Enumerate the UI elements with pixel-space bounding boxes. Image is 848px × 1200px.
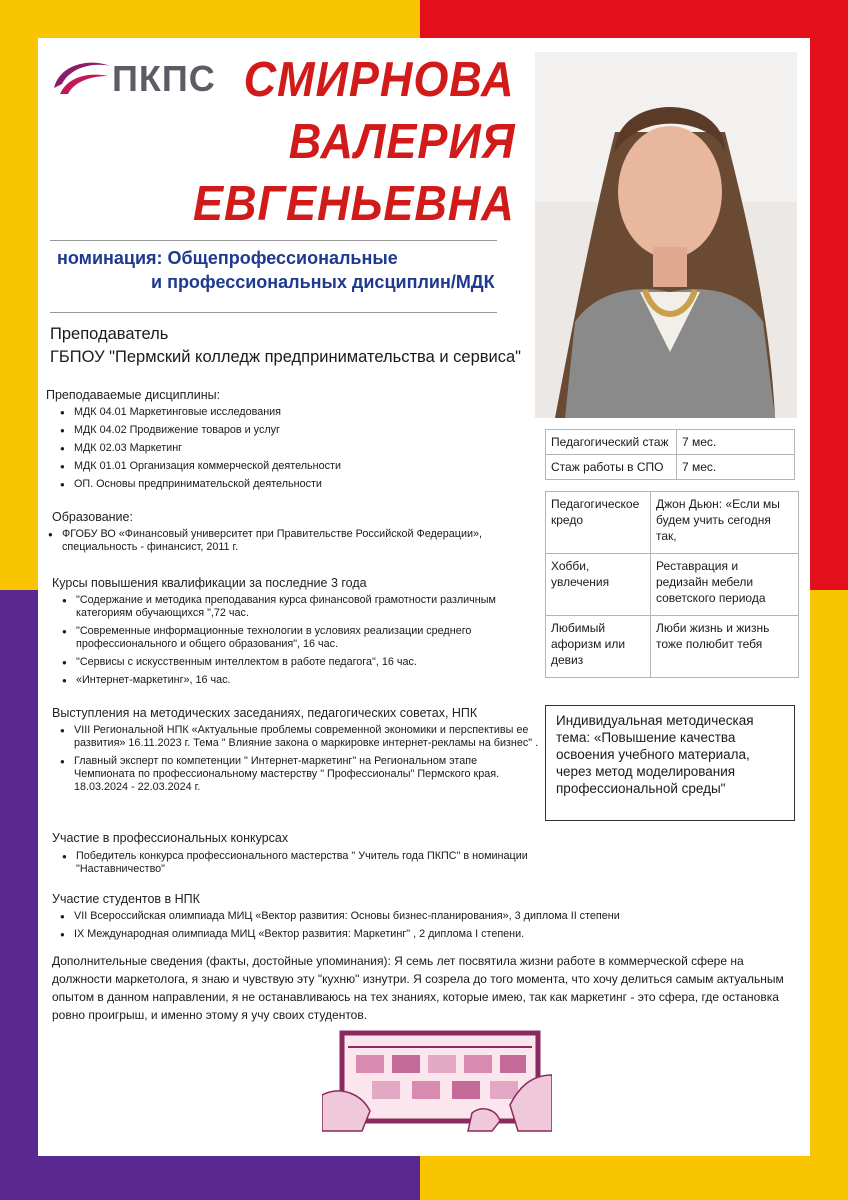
name-line-1: СМИРНОВА [244, 53, 515, 107]
talks-list [60, 724, 540, 799]
additional-info: Дополнительные сведения (факты, достойные упоминания): Я семь лет посвятила жизни работе в коммерческой сфере на должности маркетолога, я знаю и чувствую эту "кухню" изнутри. Я созрела до того момента, что хочу делиться самым актуальным опытом в данном направлении, я не останавливаюсь на тех знаниях, которые имею, так как маркетинг - это сфера, где остановка ровно проигрыш, и именно этому я учу своих студентов. [52, 954, 784, 1022]
disciplines-heading: Преподаваемые дисциплины: [46, 388, 221, 402]
list-item: ● МДК 02.03 Маркетинг [60, 442, 500, 455]
divider-top [50, 240, 497, 241]
nomination-line-1: номинация: Общепрофессиональные [57, 248, 398, 268]
table-row [546, 616, 799, 678]
courses-heading: Курсы повышения квалификации за последние 3 года [52, 576, 367, 590]
contests-heading: Участие в профессиональных конкурсах [52, 831, 289, 845]
list-item: ● МДК 01.01 Организация коммерческой деятельности [60, 460, 500, 473]
experience-table [545, 429, 795, 480]
list-item: ● МДК 04.02 Продвижение товаров и услуг [60, 424, 500, 437]
students-list [60, 910, 620, 946]
list-item: ● "Современные информационные технологии в условиях реализации среднего профессионального и общего образования", 16 час. [62, 625, 502, 651]
list-item: ● VIII Региональной НПК «Актуальные проблемы современной экономики и перспективы ее развития» 16.11.2023 г. Тема " Влияние закона о маркировке интернет-рекламы на бизнес" . [60, 724, 540, 750]
table-cell: Любимый афоризм или девиз [546, 616, 651, 678]
position-role: Преподаватель [50, 325, 169, 343]
list-item: ● "Сервисы с искусственным интеллектом в работе педагога", 16 час. [62, 656, 502, 669]
table-cell: Педагогическое кредо [546, 492, 651, 554]
table-cell: 7 мес. [677, 430, 795, 455]
table-cell: 7 мес. [677, 455, 795, 480]
table-row [546, 492, 799, 554]
students-heading: Участие студентов в НПК [52, 892, 200, 906]
nomination-line-2: и профессиональных дисциплин/МДК [151, 272, 495, 292]
table-cell: Педагогический стаж [546, 430, 677, 455]
list-item: ● VII Всероссийская олимпиада МИЦ «Вектор развития: Основы бизнес-планирования», 3 диплома II степени [60, 910, 620, 923]
table-row [546, 455, 795, 480]
table-cell: Реставрация и редизайн мебели советского периода [651, 554, 799, 616]
disciplines-list [60, 406, 500, 496]
name-line-3: ЕВГЕНЬЕВНА [193, 177, 515, 231]
list-item: ● ФГОБУ ВО «Финансовый университет при Правительстве Российской Федерации», специальность - финансист, 2011 г. [48, 528, 503, 554]
methodical-topic-box: Индивидуальная методическая тема: «Повышение качества освоения учебного материала, через метод моделирования профессиональной среды" [545, 705, 795, 821]
portrait-illustration-icon [535, 52, 797, 418]
table-cell: Люби жизнь и жизнь тоже полюбит тебя [651, 616, 799, 678]
table-cell: Стаж работы в СПО [546, 455, 677, 480]
logo-text: ПКПС [112, 58, 216, 99]
list-item: ● Главный эксперт по компетенции " Интернет-маркетинг" на Региональном этапе Чемпионата по профессиональному мастерству " Профессионалы" Пермского края. 18.03.2024 - 22.03.2024 г. [60, 755, 540, 794]
education-list [48, 528, 503, 559]
contests-list [62, 850, 532, 881]
list-item: ● IX Международная олимпиада МИЦ «Вектор развития: Маркетинг" , 2 диплома I степени. [60, 928, 620, 941]
courses-list [62, 594, 502, 692]
planning-board-illustration-icon [322, 1025, 552, 1135]
education-heading: Образование: [52, 510, 133, 524]
logo [50, 54, 220, 98]
list-item: ● «Интернет-маркетинг», 16 час. [62, 674, 502, 687]
table-row [546, 554, 799, 616]
table-cell: Джон Дьюн: «Если мы будем учить сегодня так, [651, 492, 799, 554]
logo-swoosh-icon [50, 54, 116, 98]
table-cell: Хобби, увлечения [546, 554, 651, 616]
profile-table [545, 491, 799, 678]
list-item: ● "Содержание и методика преподавания курса финансовой грамотности различным категориям обучающихся ",72 час. [62, 594, 502, 620]
list-item: ● Победитель конкурса профессионального мастерства " Учитель года ПКПС" в номинации "Наставничество" [62, 850, 532, 876]
table-row [546, 430, 795, 455]
portrait-photo [535, 52, 797, 418]
list-item: ● ОП. Основы предпринимательской деятельности [60, 478, 500, 491]
list-item: ● МДК 04.01 Маркетинговые исследования [60, 406, 500, 419]
name-line-2: ВАЛЕРИЯ [288, 115, 515, 169]
divider-bottom [50, 312, 497, 313]
position-org: ГБПОУ "Пермский колледж предпринимательства и сервиса" [50, 348, 522, 366]
talks-heading: Выступления на методических заседаниях, педагогических советах, НПК [52, 706, 478, 720]
